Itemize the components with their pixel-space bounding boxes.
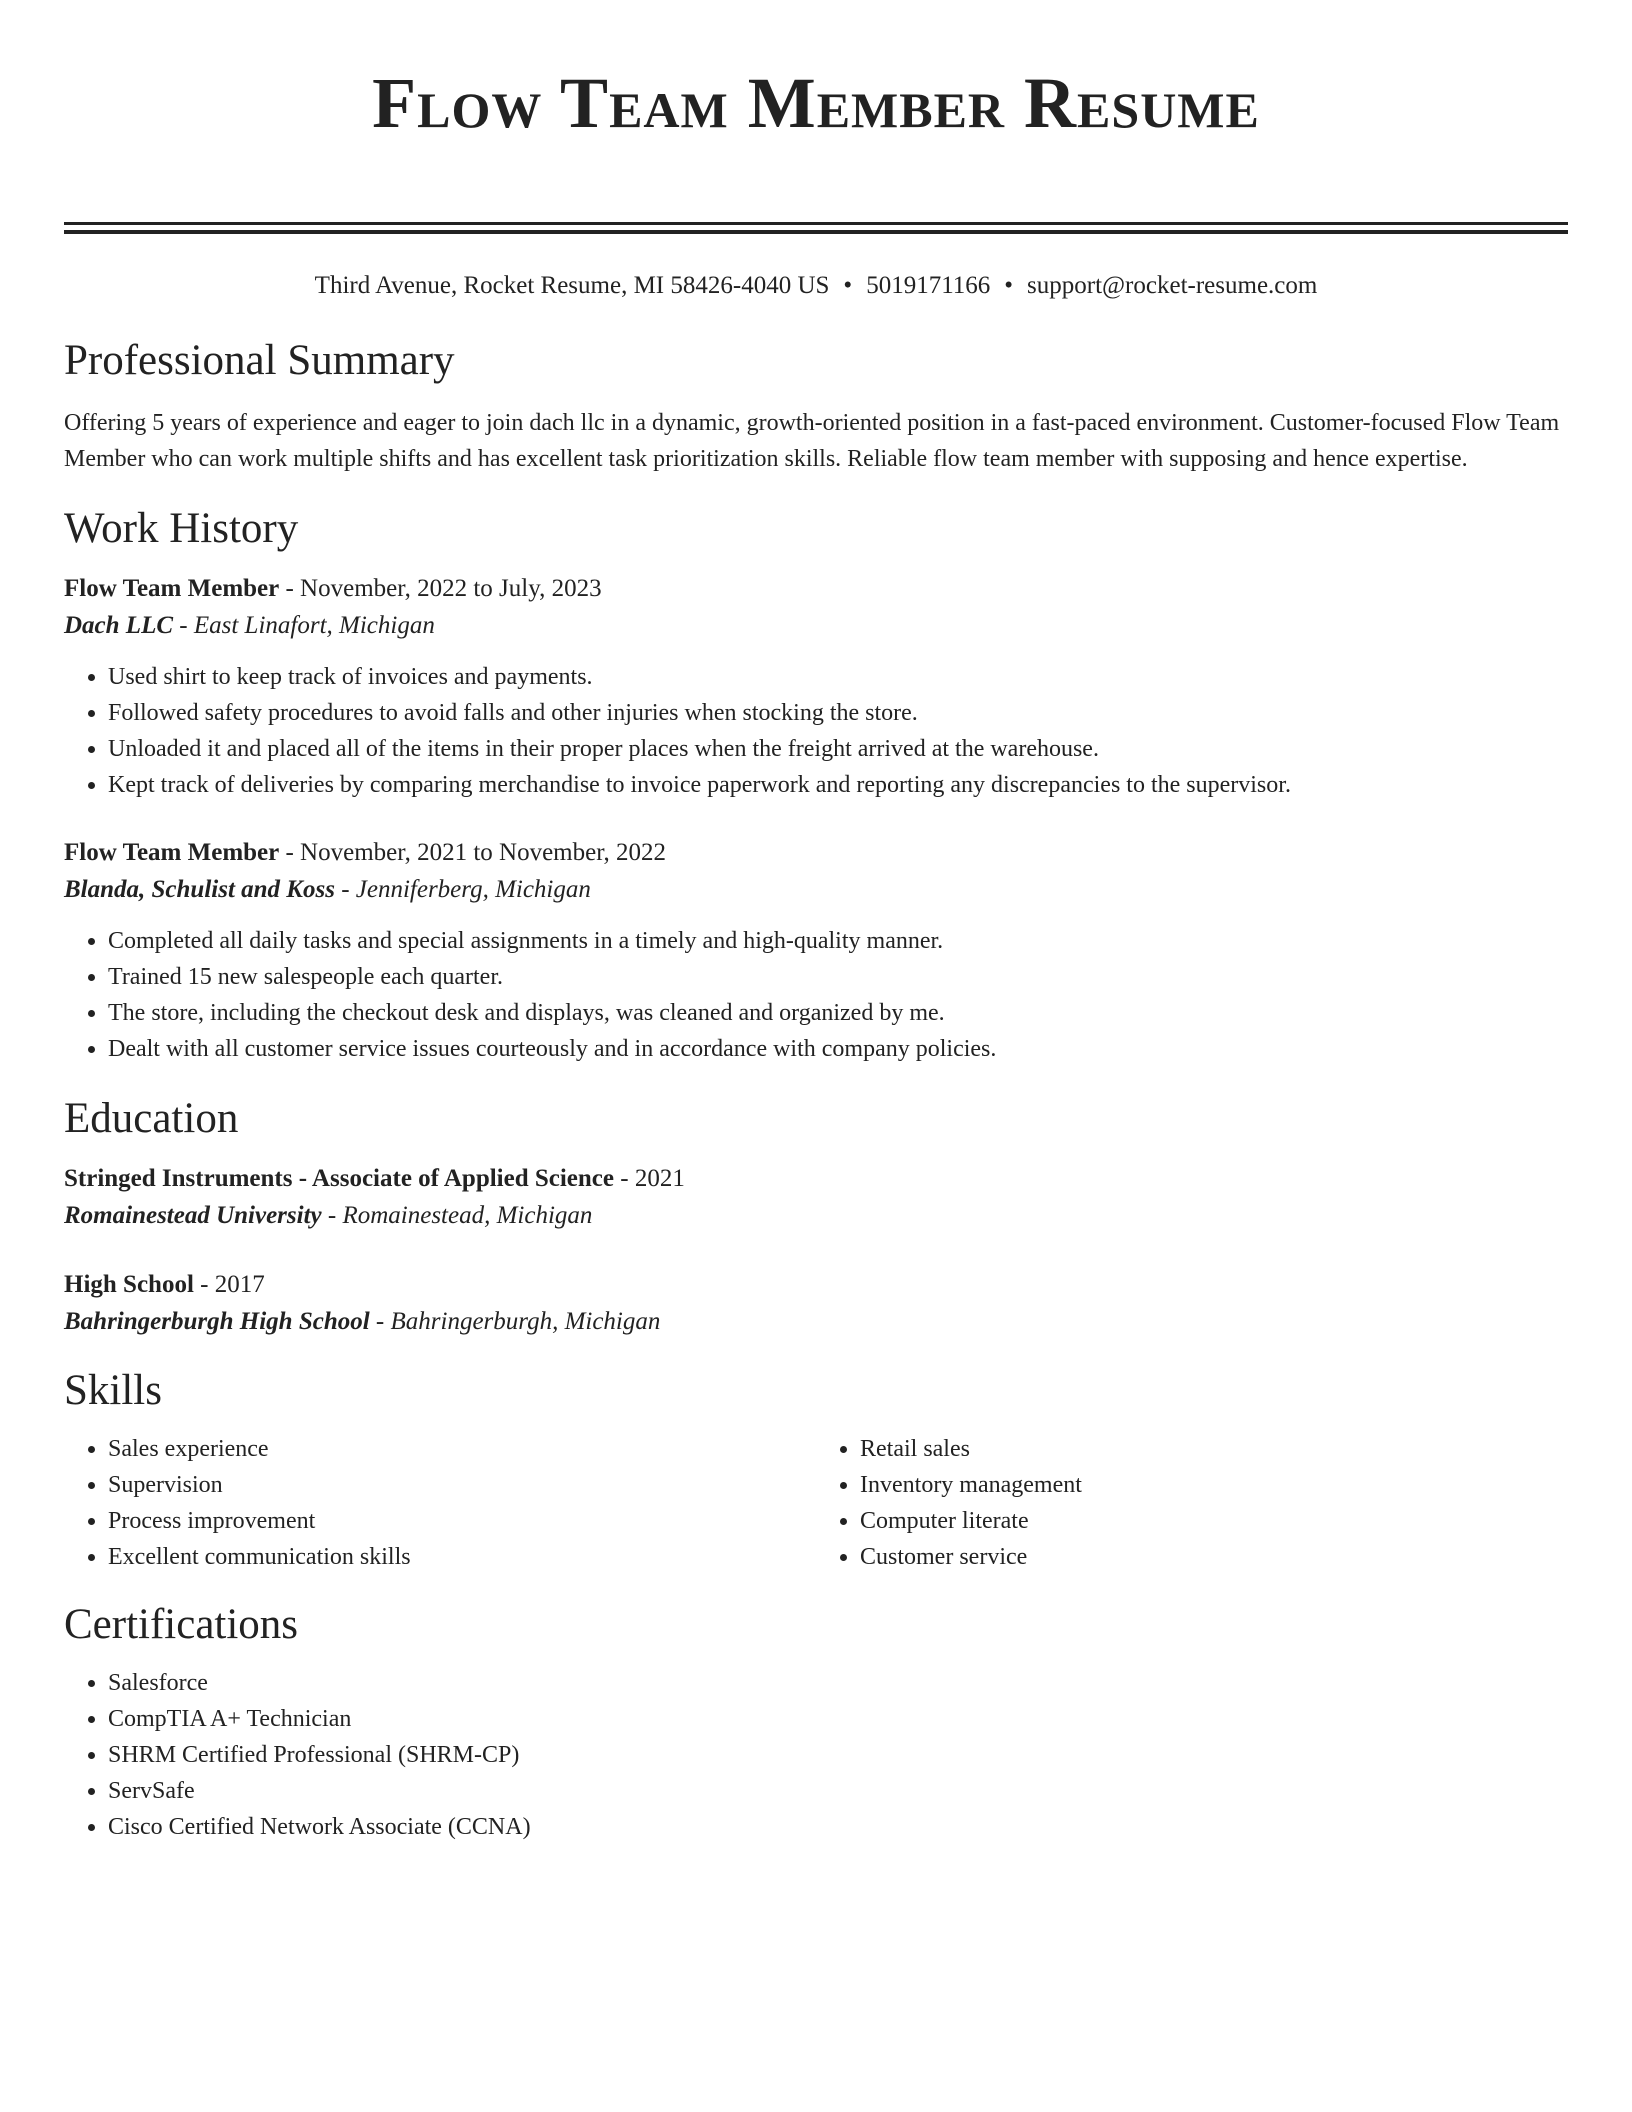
job-dates: - November, 2022 to July, 2023 [279,575,602,602]
work-history-heading: Work History [64,505,299,552]
job-company: Blanda, Schulist and Koss [64,876,335,903]
certification-item: • ServSafe [108,1773,1568,1809]
job-bullet: • Followed safety procedures to avoid falls and other injuries when stocking the store. [108,695,1568,731]
header-rule-top [64,222,1568,225]
job-bullets [64,659,1568,803]
job-location: - Jenniferberg, Michigan [334,876,591,903]
certification-item: • CompTIA A+ Technician [108,1701,1568,1737]
job-entry [64,571,1568,803]
education-location: - Romainestead, Michigan [321,1202,593,1229]
job-bullet: • Unloaded it and placed all of the items in their proper places when the freight arrived at the warehouse. [108,731,1568,767]
certifications-heading: Certifications [64,1601,299,1648]
contact-email: support@rocket-resume.com [1027,272,1318,299]
contact-line [64,270,1568,302]
skill-item: • Excellent communication skills [108,1539,816,1575]
education-location: - Bahringerburgh, Michigan [369,1308,661,1335]
certifications-list [64,1665,1568,1845]
education-degree: High School [64,1271,194,1298]
education-heading: Education [64,1095,239,1142]
education-school-line [64,1197,1568,1235]
skill-item: • Sales experience [108,1431,816,1467]
education-degree-line [64,1267,1568,1303]
job-company-line [64,871,1568,909]
education-year: - 2021 [614,1165,685,1192]
skills-grid [64,1431,1568,1575]
education-degree-line [64,1161,1568,1197]
job-bullet: • The store, including the checkout desk and displays, was cleaned and organized by me. [108,995,1568,1031]
resume-title: Flow Team Member Resume [372,63,1260,143]
job-bullet: • Kept track of deliveries by comparing merchandise to invoice paperwork and reporting any discrepancies to the supervisor. [108,767,1568,803]
job-bullets [64,923,1568,1067]
job-title-line [64,571,1568,607]
certification-item: • Salesforce [108,1665,1568,1701]
education-school: Romainestead University [64,1202,322,1229]
education-school-line [64,1303,1568,1341]
certification-item: • SHRM Certified Professional (SHRM-CP) [108,1737,1568,1773]
skill-item: • Process improvement [108,1503,816,1539]
job-bullet: • Completed all daily tasks and special assignments in a timely and high-quality manner. [108,923,1568,959]
skill-item: • Customer service [860,1539,1568,1575]
summary-heading: Professional Summary [64,337,455,384]
job-title: Flow Team Member [64,575,280,602]
education-degree: Stringed Instruments - Associate of Applied Science [64,1165,614,1192]
job-company-line [64,607,1568,645]
contact-address: Third Avenue, Rocket Resume, MI 58426-4040 US [314,272,830,299]
skill-item: • Computer literate [860,1503,1568,1539]
skills-heading: Skills [64,1367,162,1414]
skills-list-left [64,1431,816,1575]
job-bullet: • Trained 15 new salespeople each quarter. [108,959,1568,995]
job-location: - East Linafort, Michigan [173,612,435,639]
job-dates: - November, 2021 to November, 2022 [279,839,667,866]
job-title: Flow Team Member [64,839,280,866]
job-company: Dach LLC [64,612,174,639]
education-entry [64,1267,1568,1341]
skill-item: • Retail sales [860,1431,1568,1467]
job-bullet: • Dealt with all customer service issues courteously and in accordance with company policies. [108,1031,1568,1067]
certification-item: • Cisco Certified Network Associate (CCNA) [108,1809,1568,1845]
contact-separator: • [843,272,853,299]
skill-item: • Supervision [108,1467,816,1503]
skills-list-right [816,1431,1568,1575]
job-title-line [64,835,1568,871]
contact-phone: 5019171166 [866,272,991,299]
header-rule-bottom [64,230,1568,234]
education-school: Bahringerburgh High School [64,1308,370,1335]
education-entry [64,1161,1568,1235]
education-year: - 2017 [193,1271,265,1298]
summary-text: Offering 5 years of experience and eager to join dach llc in a dynamic, growth-oriented position in a fast-paced environment. Customer-focused Flow Team Member who can work multiple shifts and has excellent task prioritization skills. Reliable flow team member with supposing and hence expertise. [64,410,1560,472]
skill-item: • Inventory management [860,1467,1568,1503]
job-bullet: • Used shirt to keep track of invoices and payments. [108,659,1568,695]
contact-separator: • [1004,272,1014,299]
job-entry [64,835,1568,1067]
